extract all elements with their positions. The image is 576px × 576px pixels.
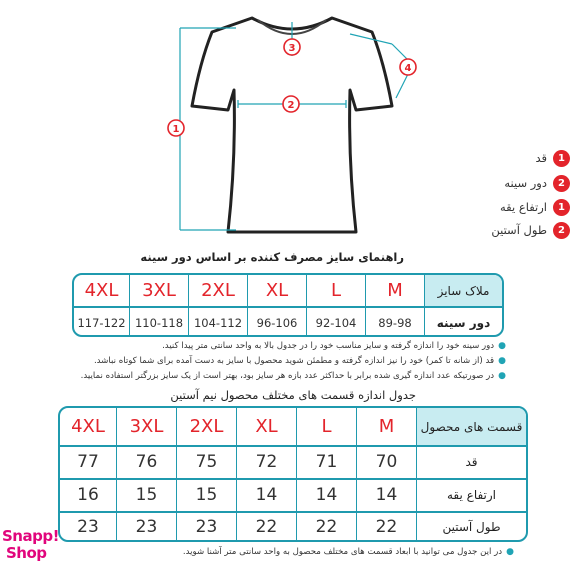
parts-value-cell: 77 bbox=[77, 452, 99, 472]
parts-value-cell: 23 bbox=[116, 513, 176, 542]
chest-value-cell: 96-106 bbox=[247, 308, 306, 338]
chest-value-cell: 110-118 bbox=[129, 308, 188, 338]
parts-value-cell: 22 bbox=[296, 513, 356, 542]
size-header-cell: 3XL bbox=[116, 408, 176, 445]
chest-guide-header-row bbox=[74, 275, 502, 306]
size-header-cell: 2XL bbox=[188, 275, 247, 306]
bullet-icon: ● bbox=[498, 341, 506, 351]
parts-value-cell: 14 bbox=[236, 480, 296, 511]
parts-row-label: طول آستین bbox=[416, 513, 526, 542]
parts-value-cell: 75 bbox=[176, 447, 236, 478]
svg-text:1: 1 bbox=[172, 124, 180, 135]
chest-value-cell: 89-98 bbox=[365, 308, 424, 338]
legend-item bbox=[450, 172, 570, 194]
note-text: در صورتیکه عدد اندازه گیری شده برابر با حداکثر عدد بازه هر سایز بود، بهتر است از یک سایز بزرگتر استفاده نمایید. bbox=[80, 371, 495, 381]
marker-2 bbox=[283, 96, 299, 112]
chest-value-cell: 117-122 bbox=[77, 315, 126, 330]
legend-number: 2 bbox=[553, 175, 570, 192]
note-text: دور سینه خود را اندازه گرفته و سایز مناسب خود را در جدول بالا به واحد سانتی متر پیدا کنید. bbox=[162, 341, 495, 351]
parts-value-cell: 71 bbox=[296, 447, 356, 478]
legend-item bbox=[450, 196, 570, 218]
marker-3 bbox=[284, 39, 300, 55]
parts-table-title: جدول اندازه قسمت های مختلف محصول نیم آستین bbox=[170, 388, 416, 402]
svg-text:3: 3 bbox=[288, 43, 296, 54]
size-header-cell: L bbox=[296, 408, 356, 445]
legend-label: طول آستین bbox=[491, 223, 547, 237]
legend-item bbox=[450, 219, 570, 241]
chest-guide-row-label: دور سینه bbox=[424, 308, 502, 338]
parts-value-cell: 22 bbox=[356, 513, 416, 542]
legend-number: 2 bbox=[553, 222, 570, 239]
logo-line-1: Snapp! bbox=[2, 527, 59, 545]
legend-label: قد bbox=[535, 151, 547, 165]
parts-row-sleeve bbox=[60, 513, 526, 542]
chest-value-cell: 104-112 bbox=[188, 308, 247, 338]
marker-4 bbox=[400, 59, 416, 75]
snappshop-logo bbox=[2, 528, 68, 572]
parts-value-cell: 15 bbox=[176, 480, 236, 511]
chest-guide-value-row bbox=[74, 308, 502, 338]
bullet-icon: ● bbox=[506, 547, 514, 557]
parts-row-collar bbox=[60, 480, 526, 511]
note-text: قد (از شانه تا کمر) خود را نیز اندازه گرفته و مطمئن شوید محصول با سایز به دست آمده برای شما کوتاه نباشد. bbox=[93, 356, 495, 366]
parts-value-cell: 72 bbox=[236, 447, 296, 478]
legend-number: 1 bbox=[553, 150, 570, 167]
legend-label: دور سینه bbox=[504, 176, 547, 190]
note-line bbox=[94, 356, 506, 366]
parts-row-height bbox=[60, 447, 526, 478]
size-header-cell: L bbox=[306, 275, 365, 306]
svg-text:2: 2 bbox=[287, 100, 295, 111]
legend-number: 1 bbox=[553, 199, 570, 216]
parts-value-cell: 22 bbox=[236, 513, 296, 542]
svg-text:4: 4 bbox=[404, 63, 412, 74]
chest-guide-title: راهنمای سایز مصرف کننده بر اساس دور سینه bbox=[140, 250, 404, 264]
parts-header-label: قسمت های محصول bbox=[416, 408, 526, 445]
size-header-cell: XL bbox=[247, 275, 306, 306]
note-line bbox=[81, 371, 506, 381]
size-header-cell: M bbox=[356, 408, 416, 445]
bullet-icon: ● bbox=[498, 356, 506, 366]
size-header-cell: M bbox=[365, 275, 424, 306]
parts-value-cell: 16 bbox=[77, 485, 99, 505]
parts-header-row bbox=[60, 408, 526, 445]
size-header-cell: 2XL bbox=[176, 408, 236, 445]
chest-value-cell: 92-104 bbox=[306, 308, 365, 338]
footer-note bbox=[183, 547, 514, 557]
footer-note-text: در این جدول می توانید با ابعاد قسمت های مختلف محصول به واحد سانتی متر آشنا شوید. bbox=[182, 547, 503, 557]
parts-value-cell: 14 bbox=[356, 480, 416, 511]
parts-row-label: قد bbox=[416, 447, 526, 478]
parts-value-cell: 23 bbox=[176, 513, 236, 542]
chest-guide-header-label: ملاک سایز bbox=[424, 275, 502, 306]
logo-line-2: Shop bbox=[6, 544, 47, 562]
size-header-cell: 4XL bbox=[71, 416, 105, 437]
chest-guide-table bbox=[72, 273, 504, 337]
parts-row-label: ارتفاع یقه bbox=[416, 480, 526, 511]
legend-item bbox=[450, 147, 570, 169]
parts-value-cell: 23 bbox=[77, 517, 99, 537]
legend-label: ارتفاع یقه bbox=[500, 200, 547, 214]
size-header-cell: 4XL bbox=[84, 280, 119, 301]
size-header-cell: 3XL bbox=[129, 275, 188, 306]
marker-1 bbox=[168, 120, 184, 136]
size-header-cell: XL bbox=[236, 408, 296, 445]
parts-value-cell: 14 bbox=[296, 480, 356, 511]
parts-value-cell: 76 bbox=[116, 447, 176, 478]
bullet-icon: ● bbox=[498, 371, 506, 381]
parts-value-cell: 15 bbox=[116, 480, 176, 511]
note-line bbox=[162, 341, 506, 351]
parts-table bbox=[58, 406, 528, 542]
parts-value-cell: 70 bbox=[356, 447, 416, 478]
